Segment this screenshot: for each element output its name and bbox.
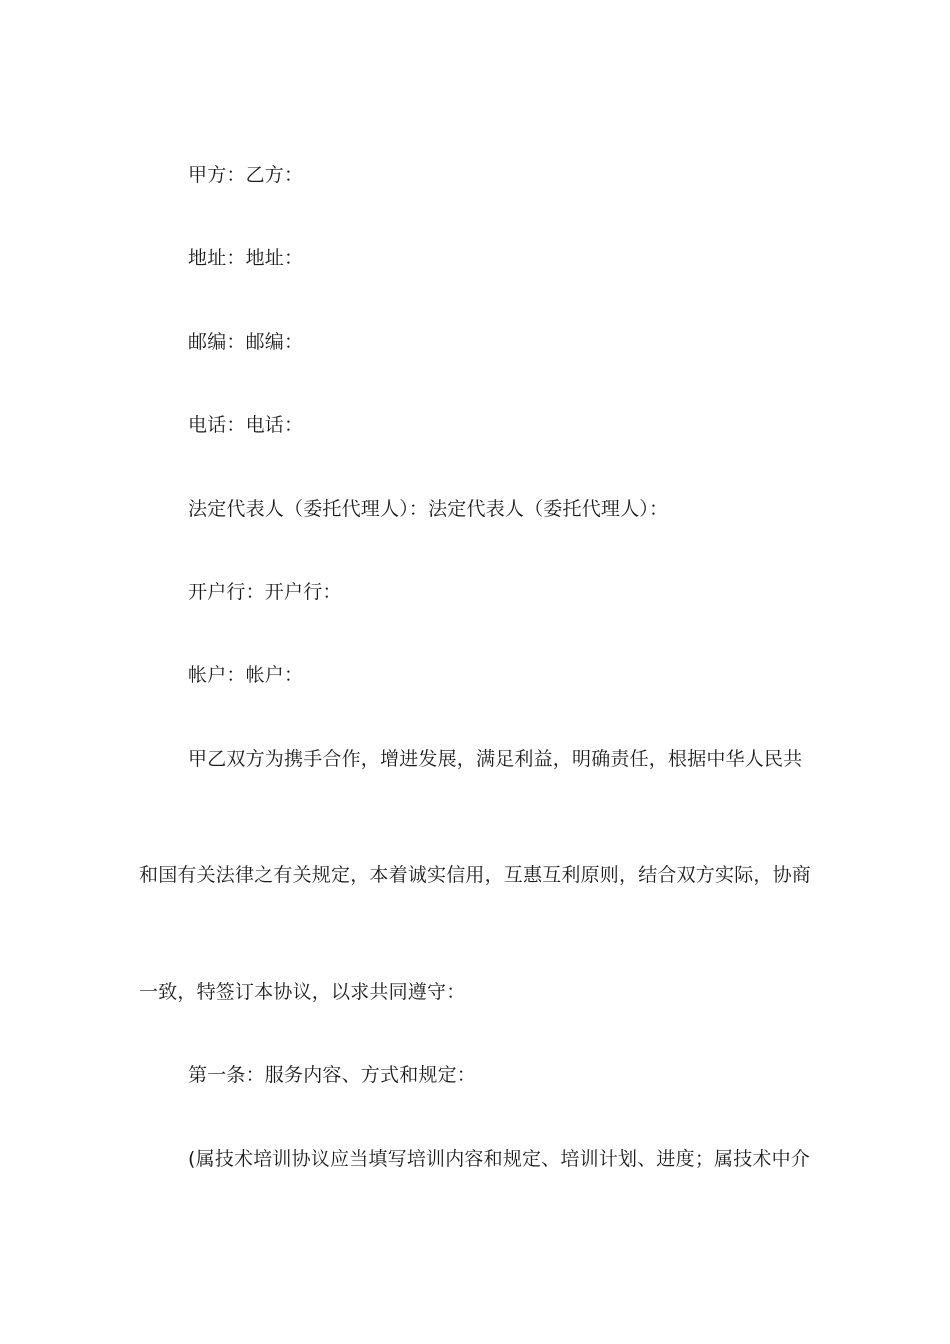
party-names-line: 甲方：乙方： [188,164,304,186]
phone-line: 电话：电话： [188,414,304,436]
preamble-line-2: 和国有关法律之有关规定，本着诚实信用，互惠互利原则，结合双方实际，协商 [139,864,812,886]
address-line: 地址：地址： [188,247,304,269]
article-one-text: (属技术培训协议应当填写培训内容和规定、培训计划、进度；属技术中介 [188,1148,811,1170]
preamble-line-1: 甲乙双方为携手合作，增进发展，满足利益，明确责任，根据中华人民共 [188,748,803,770]
bank-line: 开户行：开户行： [188,581,342,603]
account-line: 帐户：帐户： [188,664,304,686]
legal-representative-line: 法定代表人（委托代理人）：法定代表人（委托代理人）： [188,498,669,520]
preamble-line-3: 一致，特签订本协议，以求共同遵守： [139,981,466,1003]
postcode-line: 邮编：邮编： [188,331,304,353]
article-one-heading: 第一条：服务内容、方式和规定： [188,1064,477,1086]
